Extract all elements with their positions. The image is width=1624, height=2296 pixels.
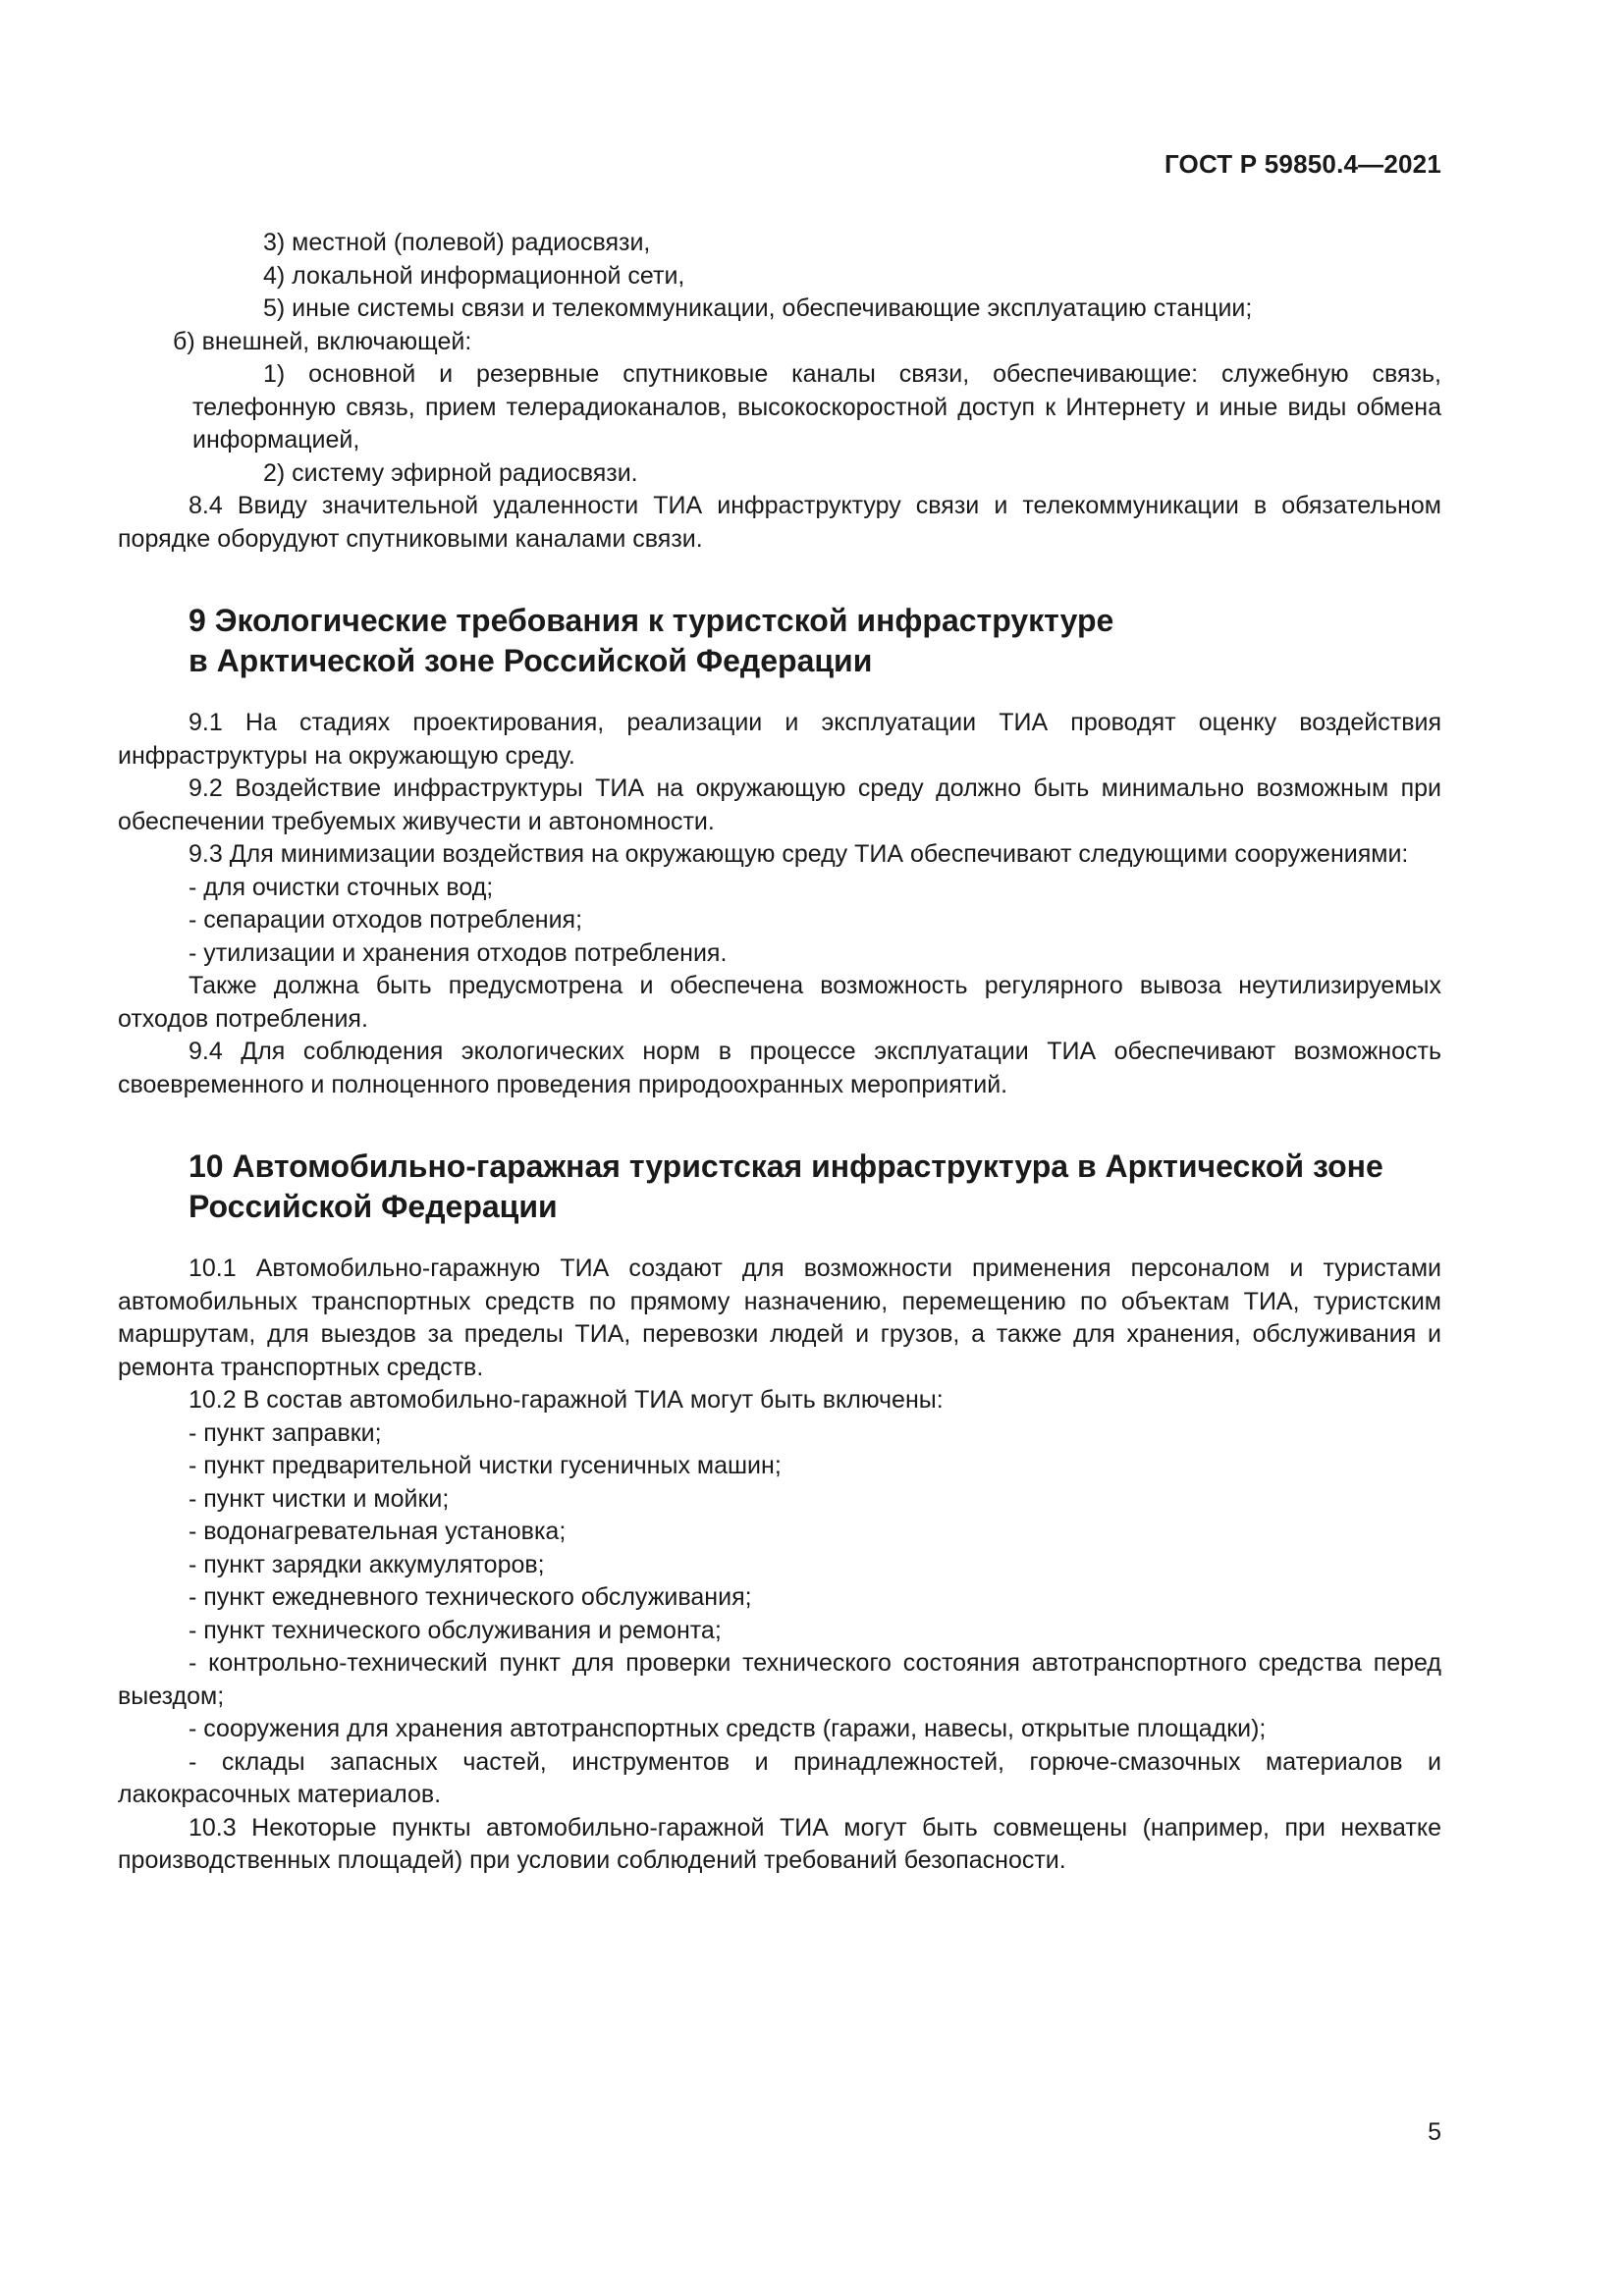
list-item: - пункт ежедневного технического обслуживания; — [189, 1583, 752, 1611]
list-item: - склады запасных частей, инструментов и принадлежностей, горюче-смазочных материалов и лакокрасочных материалов. — [118, 1747, 1441, 1808]
section-10-heading-line2: Российской Федерации — [189, 1189, 558, 1224]
list-item: - пункт заправки; — [189, 1418, 382, 1447]
section-10-heading — [118, 1147, 1441, 1227]
paragraph-10-1: 10.1 Автомобильно-гаражную ТИА создают для возможности применения персоналом и туристами автомобильных транспортных средств по прямому назначению, перемещению по объектам ТИА, туристским маршрутам, для выездов за пределы ТИА, перевозки людей и грузов, а также для хранения, обслуживания и ремонта транспортных средств. — [118, 1255, 1441, 1381]
list-item: - водонагревательная установка; — [189, 1518, 567, 1545]
section-9-heading-line1: 9 Экологические требования к туристской инфраструктуре — [189, 603, 1114, 638]
list-item: - контрольно-технический пункт для проверки технического состояния автотранспортного средства перед выездом; — [118, 1649, 1441, 1710]
list-item-radio-system: 2) систему эфирной радиосвязи. — [263, 458, 638, 487]
list-item: - пункт зарядки аккумуляторов; — [189, 1550, 545, 1578]
list-item: - сепарации отходов потребления; — [189, 906, 583, 934]
section-9-heading-line2: в Арктической зоне Российской Федерации — [189, 643, 873, 678]
paragraph-9-2: 9.2 Воздействие инфраструктуры ТИА на окружающую среду должно быть минимально возможным при обеспечении требуемых живучести и автономности. — [118, 774, 1441, 835]
list-item: - сооружения для хранения автотранспортных средств (гаражи, навесы, открытые площадки); — [189, 1715, 1267, 1742]
paragraph-9-3-note: Также должна быть предусмотрена и обеспечена возможность регулярного вывоза неутилизируемых отходов потребления. — [118, 972, 1441, 1033]
list-item: - пункт чистки и мойки; — [189, 1484, 450, 1513]
document-body — [118, 227, 1441, 1878]
list-item: - утилизации и хранения отходов потребления. — [189, 938, 728, 967]
list-item: - для очистки сточных вод; — [189, 873, 494, 901]
section-10-heading-line1: 10 Автомобильно-гаражная туристская инфраструктура в Арктической зоне — [189, 1148, 1383, 1184]
list-item: - пункт технического обслуживания и ремонта; — [189, 1616, 722, 1644]
paragraph-9-3: 9.3 Для минимизации воздействия на окружающую среду ТИА обеспечивают следующими сооружениями: — [189, 840, 1409, 868]
page-number: 5 — [1428, 2118, 1441, 2146]
section-9-heading — [118, 601, 1441, 681]
paragraph-10-2: 10.2 В состав автомобильно-гаражной ТИА могут быть включены: — [189, 1386, 944, 1414]
list-item-local-network: 4) локальной информационной сети, — [263, 261, 685, 290]
paragraph-10-3: 10.3 Некоторые пункты автомобильно-гаражной ТИА могут быть совмещены (например, при нехватке производственных площадей) при условии соблюдений требований безопасности. — [118, 1813, 1441, 1874]
paragraph-9-4: 9.4 Для соблюдения экологических норм в процессе эксплуатации ТИА обеспечивают возможность своевременного и полноценного проведения природоохранных мероприятий. — [118, 1038, 1441, 1098]
list-item-other-systems: 5) иные системы связи и телекоммуникации, обеспечивающие эксплуатацию станции; — [263, 294, 1253, 322]
list-item-local-radio: 3) местной (полевой) радиосвязи, — [263, 229, 651, 256]
list-item: - пункт предварительной чистки гусеничных машин; — [189, 1452, 782, 1479]
paragraph-8-4: 8.4 Ввиду значительной удаленности ТИА инфраструктуру связи и телекоммуникации в обязательном порядке оборудуют спутниковыми каналами связи. — [118, 492, 1441, 553]
list-item-external: б) внешней, включающей: — [173, 327, 472, 355]
list-item-satellite-channels: 1) основной и резервные спутниковые каналы связи, обеспечивающие: служебную связь, телефонную связь, прием телерадиоканалов, высокоскоростной доступ к Интернету и иные виды обмена информацией, — [192, 360, 1441, 454]
paragraph-9-1: 9.1 На стадиях проектирования, реализации и эксплуатации ТИА проводят оценку воздействия инфраструктуры на окружающую среду. — [118, 709, 1441, 770]
document-code-header: ГОСТ Р 59850.4—2021 — [1164, 149, 1441, 179]
